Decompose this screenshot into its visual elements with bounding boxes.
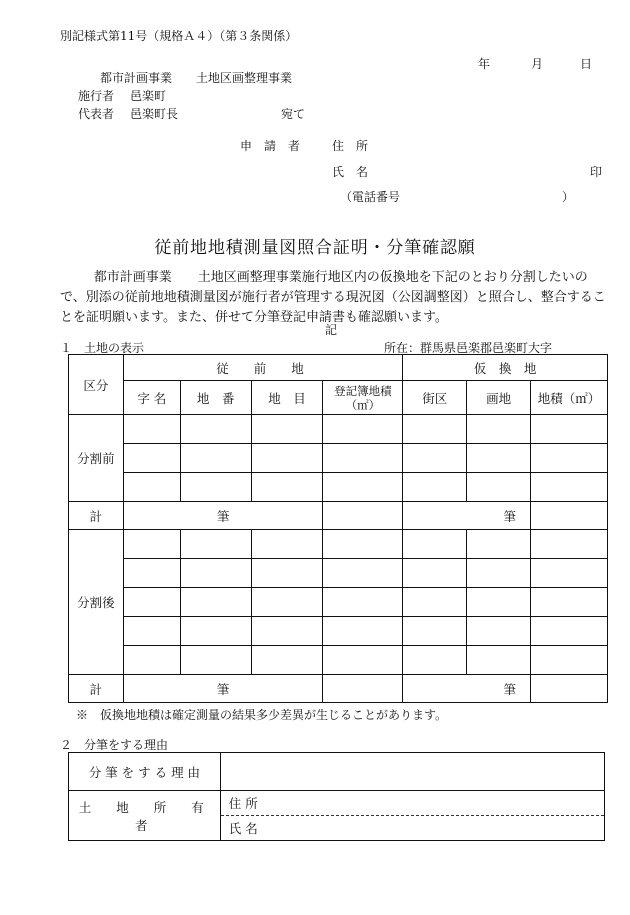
after-total-row (69, 675, 608, 703)
section2-title: ２ 分筆をする理由 (60, 738, 169, 752)
table-cell[interactable] (323, 646, 403, 675)
table-cell[interactable] (531, 559, 608, 588)
table-cell[interactable] (323, 530, 403, 559)
table-cell[interactable] (403, 530, 467, 559)
table-cell[interactable] (251, 559, 323, 588)
owner-name-cell[interactable] (220, 816, 604, 841)
table-cell[interactable] (403, 415, 467, 444)
addressee-to: 宛て (281, 107, 306, 121)
area-note: ※ 仮換地地積は確定測量の結果多少差異が生じることがあります。 (76, 708, 448, 722)
table-cell[interactable] (531, 646, 608, 675)
document-title: 従前地地積測量図照合証明・分筆確認願 (154, 238, 476, 258)
table-row (69, 530, 608, 559)
table-row (69, 415, 608, 444)
table-row (69, 617, 608, 646)
table-cell[interactable] (403, 559, 467, 588)
applicant-address-label: 住 所 (332, 139, 369, 153)
table-cell[interactable] (323, 415, 403, 444)
table-cell[interactable] (123, 617, 180, 646)
toki-area-line1: 登記簿地積 (334, 383, 392, 398)
table-cell[interactable] (123, 473, 180, 502)
table-cell[interactable] (323, 502, 403, 530)
table-cell[interactable] (251, 588, 323, 617)
table-cell[interactable] (531, 415, 608, 444)
table-cell[interactable] (180, 617, 251, 646)
table-cell[interactable] (403, 444, 467, 473)
table-cell[interactable] (467, 646, 531, 675)
table-cell[interactable] (180, 646, 251, 675)
land-table (68, 354, 608, 703)
table-cell[interactable] (323, 559, 403, 588)
table-cell[interactable] (251, 617, 323, 646)
representative-name: 邑楽町長 (130, 107, 179, 121)
table-cell[interactable] (123, 530, 180, 559)
toki-area-header (323, 381, 403, 415)
table-cell[interactable] (531, 444, 608, 473)
table-cell[interactable] (123, 415, 180, 444)
table-subheader-row (69, 381, 608, 415)
table-cell[interactable] (467, 588, 531, 617)
table-cell[interactable] (251, 646, 323, 675)
date-year: 年 (478, 57, 491, 71)
gaiku-header: 街区 (403, 381, 467, 415)
table-cell[interactable] (403, 473, 467, 502)
before-total-row (69, 502, 608, 530)
after-total-hitsu: 筆 (123, 675, 323, 703)
table-cell[interactable] (251, 415, 323, 444)
table-row (69, 646, 608, 675)
table-cell[interactable] (251, 530, 323, 559)
table-cell[interactable] (251, 444, 323, 473)
table-cell[interactable] (467, 473, 531, 502)
operator-label: 施行者 (78, 89, 115, 103)
reason-row (69, 753, 605, 791)
table-cell[interactable] (123, 559, 180, 588)
table-cell[interactable] (531, 675, 608, 703)
table-cell[interactable] (531, 530, 608, 559)
table-cell[interactable] (467, 444, 531, 473)
table-cell[interactable] (180, 473, 251, 502)
reason-table (68, 752, 605, 841)
applicant-phone-close: ） (562, 190, 575, 204)
table-row (69, 559, 608, 588)
addressee-project: 都市計画事業 土地区画整理事業 (100, 71, 293, 85)
table-cell[interactable] (467, 617, 531, 646)
table-cell[interactable] (123, 444, 180, 473)
operator-name: 邑楽町 (130, 89, 167, 103)
form-id: 別記様式第11号（規格Ａ４）（第３条関係） (60, 29, 298, 43)
chiban-header: 地 番 (180, 381, 251, 415)
table-row (69, 444, 608, 473)
table-row (69, 473, 608, 502)
before-total-label: 計 (69, 502, 124, 530)
section1-location: 所在：群馬県邑楽郡邑楽町大字 (384, 341, 553, 355)
representative-label: 代表者 (78, 107, 115, 121)
kubun-header: 区分 (69, 355, 124, 415)
applicant-label: 申 請 者 (240, 139, 301, 153)
table-cell[interactable] (531, 588, 608, 617)
ki-mark: 記 (325, 323, 338, 337)
kakuchi-header: 画地 (467, 381, 531, 415)
owner-address-cell[interactable] (220, 791, 604, 816)
reason-label: 分 筆 を す る 理 由 (69, 753, 221, 791)
table-cell[interactable] (323, 444, 403, 473)
before-total-hitsu: 筆 (123, 502, 323, 530)
owner-address-row (69, 791, 605, 816)
table-cell[interactable] (403, 646, 467, 675)
after-total-temp-hitsu: 筆 (403, 675, 531, 703)
table-cell[interactable] (180, 415, 251, 444)
date-month: 月 (531, 57, 544, 71)
table-cell[interactable] (403, 588, 467, 617)
toki-area-line2: （㎡） (345, 397, 381, 412)
table-cell[interactable] (323, 588, 403, 617)
table-cell[interactable] (467, 415, 531, 444)
table-header-row (69, 355, 608, 381)
table-cell[interactable] (323, 473, 403, 502)
table-row (69, 588, 608, 617)
after-total-label: 計 (69, 675, 124, 703)
area-header: 地積（㎡） (531, 381, 608, 415)
section1-title: １ 土地の表示 (60, 341, 145, 355)
owner-name-label: 氏 名 (228, 821, 258, 836)
applicant-seal: 印 (590, 165, 603, 179)
table-cell[interactable] (323, 675, 403, 703)
after-split-label: 分割後 (69, 530, 124, 675)
table-cell[interactable] (123, 646, 180, 675)
table-cell[interactable] (467, 559, 531, 588)
temp-land-header: 仮 換 地 (403, 355, 608, 381)
before-split-label: 分割前 (69, 415, 124, 502)
table-cell[interactable] (180, 559, 251, 588)
table-cell[interactable] (531, 617, 608, 646)
body-paragraph: 都市計画事業 土地区画整理事業施行地区内の仮換地を下記のとおり分割したいので、別添の従前地地積測量図が施行者が管理する現況図（公図調整図）と照合し、整合することを証明願います。また、併せて分筆登記申請書も確認願います。 (60, 270, 606, 325)
table-cell[interactable] (251, 473, 323, 502)
chimoku-header: 地 目 (251, 381, 323, 415)
prev-land-header: 従 前 地 (123, 355, 402, 381)
reason-input[interactable] (220, 753, 604, 791)
owner-address-label: 住 所 (228, 796, 258, 811)
table-cell[interactable] (531, 473, 608, 502)
table-cell[interactable] (403, 617, 467, 646)
applicant-phone-label: （電話番号 (340, 190, 401, 204)
table-cell[interactable] (531, 502, 608, 530)
before-total-temp-hitsu: 筆 (403, 502, 531, 530)
table-cell[interactable] (180, 588, 251, 617)
table-cell[interactable] (467, 530, 531, 559)
table-cell[interactable] (323, 617, 403, 646)
table-cell[interactable] (123, 588, 180, 617)
table-cell[interactable] (180, 444, 251, 473)
applicant-name-label: 氏 名 (332, 165, 369, 179)
date-day: 日 (580, 57, 593, 71)
table-cell[interactable] (180, 530, 251, 559)
aza-header: 字 名 (123, 381, 180, 415)
owner-label: 土 地 所 有 者 (69, 791, 221, 841)
